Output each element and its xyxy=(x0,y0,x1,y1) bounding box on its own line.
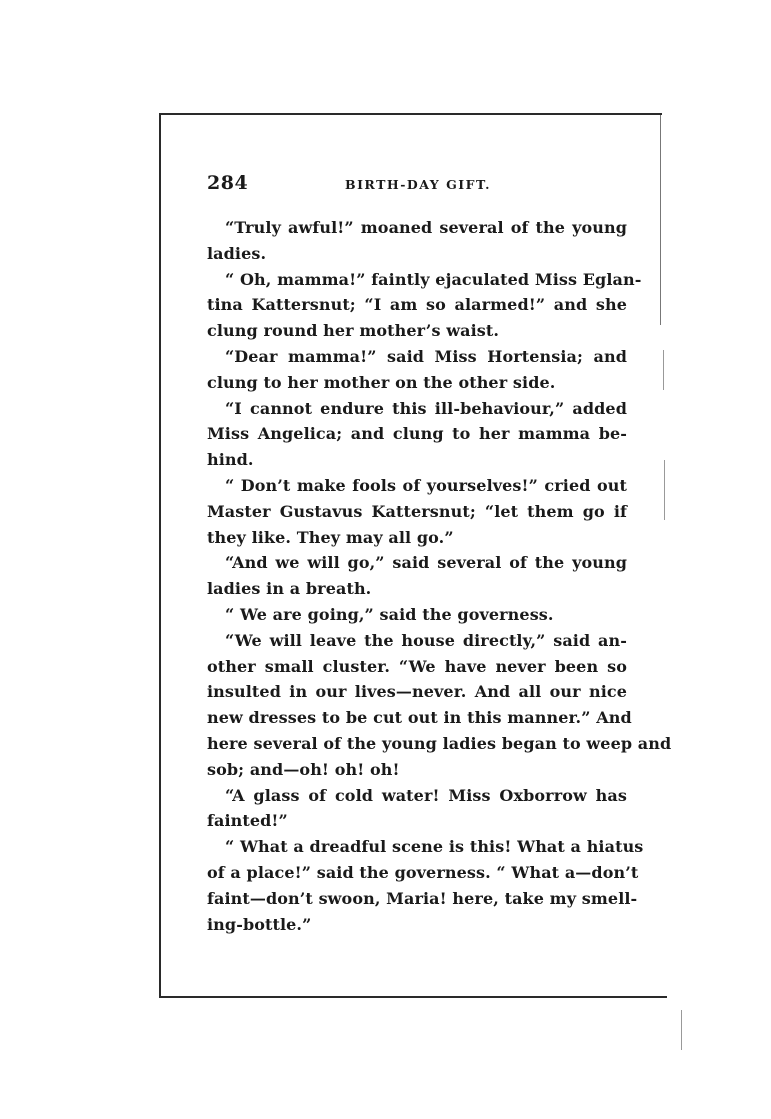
running-title: BIRTH-DAY GIFT. xyxy=(345,177,492,192)
scan-edge-mark xyxy=(663,350,664,390)
text-line: hind. xyxy=(207,450,254,470)
scan-edge-mark xyxy=(664,460,665,520)
text-line: they like. They may all go.” xyxy=(207,527,454,547)
text-line: “Truly awful!” moaned several of the young xyxy=(225,218,627,237)
text-line: insulted in our lives—never. And all our nice xyxy=(207,682,627,702)
text-line: “ What a dreadful scene is this! What a hiatus xyxy=(225,837,644,857)
page-number: 284 xyxy=(207,172,249,194)
text-line: new dresses to be cut out in this manner.” And xyxy=(207,708,632,728)
text-line: “And we will go,” said several of the young xyxy=(225,553,627,573)
text-line: Miss Angelica; and clung to her mamma be- xyxy=(207,424,627,444)
text-line: tina Kattersnut; “I am so alarmed!” and she xyxy=(207,295,627,315)
text-line: clung round her mother’s waist. xyxy=(207,321,500,341)
text-line: faint—don’t swoon, Maria! here, take my smell- xyxy=(207,888,638,908)
page-frame-right-rule xyxy=(660,115,661,325)
text-line: “Dear mamma!” said Miss Hortensia; and xyxy=(225,346,627,366)
text-line: of a place!” said the governess. “ What a—don’t xyxy=(207,862,639,882)
text-line: other small cluster. “We have never been so xyxy=(207,656,627,676)
text-line: “ Don’t make fools of yourselves!” cried out xyxy=(225,475,627,495)
text-line: ing-bottle.” xyxy=(207,914,312,934)
text-line: clung to her mother on the other side. xyxy=(207,372,556,392)
text-line: sob; and—oh! oh! oh! xyxy=(207,759,400,779)
text-line: “ We are going,” said the governess. xyxy=(225,604,554,624)
scan-edge-mark xyxy=(681,1010,682,1050)
page-frame-left-rule xyxy=(159,113,161,997)
page-frame-top-rule xyxy=(160,113,662,115)
text-line: “I cannot endure this ill-behaviour,” added xyxy=(225,398,627,418)
page-header xyxy=(207,172,627,198)
page-frame-bottom-rule xyxy=(159,996,667,998)
text-line: “A glass of cold water! Miss Oxborrow has xyxy=(225,785,627,805)
text-line: ladies. xyxy=(207,243,267,263)
text-line: Master Gustavus Kattersnut; “let them go if xyxy=(207,501,627,521)
body-text xyxy=(207,215,672,937)
text-line: fainted!” xyxy=(207,811,288,831)
text-line: “ Oh, mamma!” faintly ejaculated Miss Eglan- xyxy=(225,269,642,289)
text-line: “We will leave the house directly,” said an- xyxy=(225,630,627,650)
text-line: ladies in a breath. xyxy=(207,579,372,599)
text-line: here several of the young ladies began to weep and xyxy=(207,733,672,753)
